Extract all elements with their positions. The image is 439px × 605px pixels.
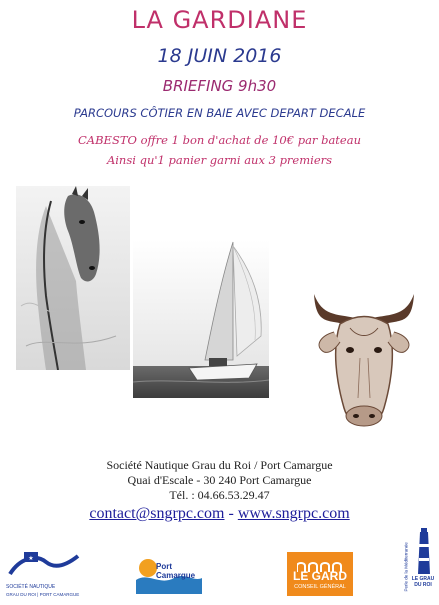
club-phone: Tél. : 04.66.53.29.47: [169, 488, 270, 502]
lighthouse-icon: [415, 524, 433, 574]
sngrpc-logo-line1: SOCIÉTÉ NAUTIQUE: [6, 584, 56, 590]
svg-text:★: ★: [28, 555, 34, 562]
le-gard-logo[interactable]: [287, 552, 353, 596]
contact-links: [0, 505, 439, 523]
bull-sketch-image: [300, 288, 428, 440]
conseil-general-text: CONSEIL GÉNÉRAL: [294, 584, 346, 590]
grau-du-roi-logo[interactable]: [401, 520, 435, 600]
grau-du-roi-vertical-text: Perle de la Méditerranée: [403, 542, 409, 592]
port-camargue-logo-text: Port Camargue: [156, 562, 196, 580]
course-description: PARCOURS CÔTIER EN BAIE AVEC DEPART DECALE: [73, 106, 366, 120]
event-date: 18 JUIN 2016: [157, 45, 282, 67]
club-address: Quai d'Escale - 30 240 Port Camargue: [127, 473, 312, 487]
event-title: LA GARDIANE: [131, 6, 308, 34]
email-link[interactable]: contact@sngrpc.com: [89, 505, 225, 522]
port-camargue-logo[interactable]: [134, 556, 204, 594]
sailboat-photo: [133, 240, 269, 398]
club-name: Société Nautique Grau du Roi / Port Camargue: [106, 458, 333, 472]
sngrpc-logo-line2: GRAU DU ROI | PORT CAMARGUE: [6, 592, 80, 597]
website-link[interactable]: www.sngrpc.com: [237, 505, 350, 522]
prize-line-2: Ainsi qu'1 panier garni aux 3 premiers: [106, 153, 333, 167]
prize-line-1: CABESTO offre 1 bon d'achat de 10€ par bateau: [78, 133, 361, 147]
sngrpc-logo[interactable]: [6, 548, 86, 600]
arches-icon: [297, 557, 343, 567]
briefing-time: BRIEFING 9h30: [162, 77, 277, 95]
grau-du-roi-name: LE GRAU DU ROI: [411, 576, 435, 588]
flag-icon: [6, 548, 86, 578]
le-gard-logo-text: LE GARD: [293, 569, 347, 583]
horse-sketch-image: [16, 186, 130, 370]
link-separator: -: [228, 505, 234, 522]
